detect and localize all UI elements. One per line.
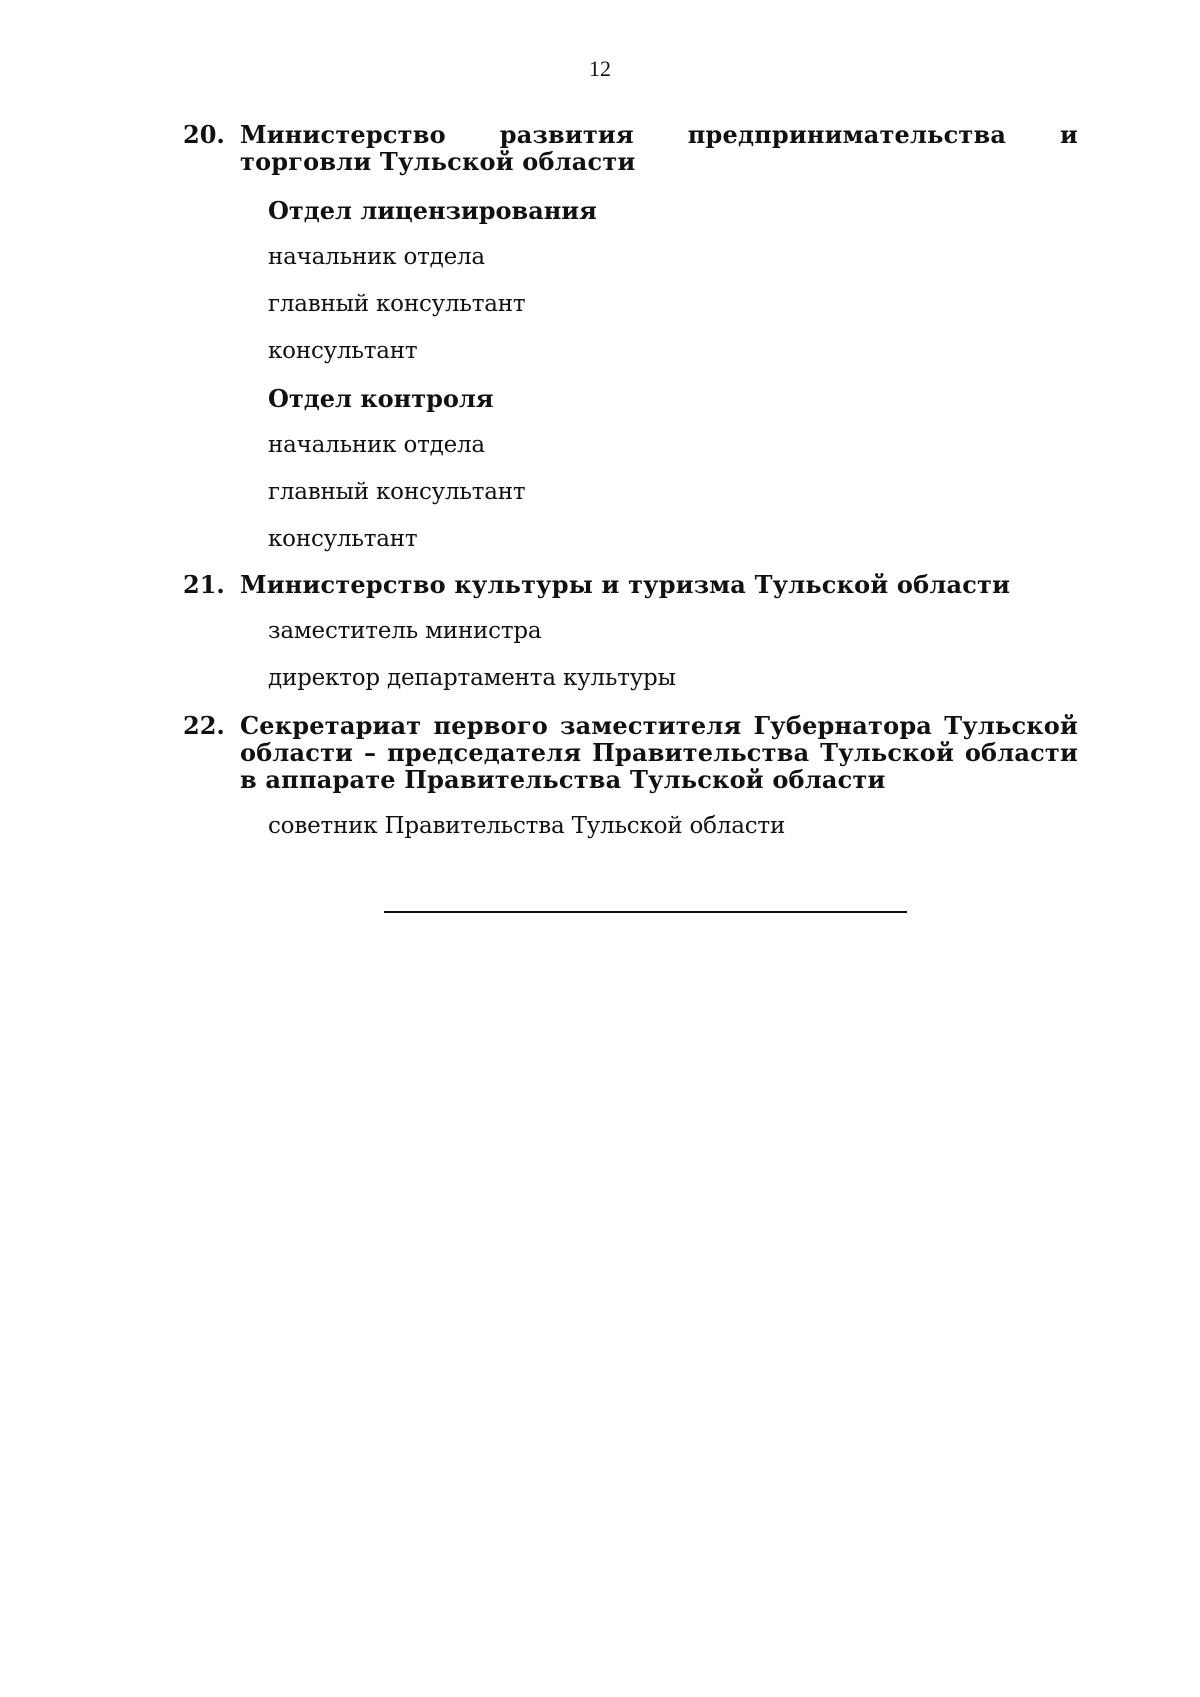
section-number: 20.	[183, 120, 225, 149]
section-title: Секретариат первого заместителя Губернатора Тульской области – председателя Правительства Тульской области в аппарате Правительства Тульской области	[240, 711, 1078, 794]
position-item: начальник отдела	[268, 244, 485, 270]
page-number: 12	[589, 56, 611, 81]
position-item: заместитель министра	[268, 618, 542, 644]
section-title: Министерство культуры и туризма Тульской области	[240, 570, 1011, 599]
section-22-heading	[183, 712, 1078, 793]
position-item: директор департамента культуры	[268, 665, 676, 691]
position-item: консультант	[268, 338, 418, 364]
position-item: главный консультант	[268, 291, 526, 317]
position-item: начальник отдела	[268, 432, 485, 458]
position-item: главный консультант	[268, 479, 526, 505]
section-20-heading	[183, 121, 1078, 175]
section-number: 21.	[183, 570, 225, 599]
section-title: Министерство развития предпринимательства и торговли Тульской области	[240, 120, 1078, 176]
document-content	[183, 121, 1078, 840]
position-item: консультант	[268, 526, 418, 552]
section-number: 22.	[183, 711, 225, 740]
department-heading: Отдел лицензирования	[268, 196, 597, 225]
department-heading: Отдел контроля	[268, 384, 494, 413]
section-21-heading	[183, 571, 1078, 598]
position-item: советник Правительства Тульской области	[268, 813, 786, 839]
end-rule-divider	[384, 911, 907, 913]
